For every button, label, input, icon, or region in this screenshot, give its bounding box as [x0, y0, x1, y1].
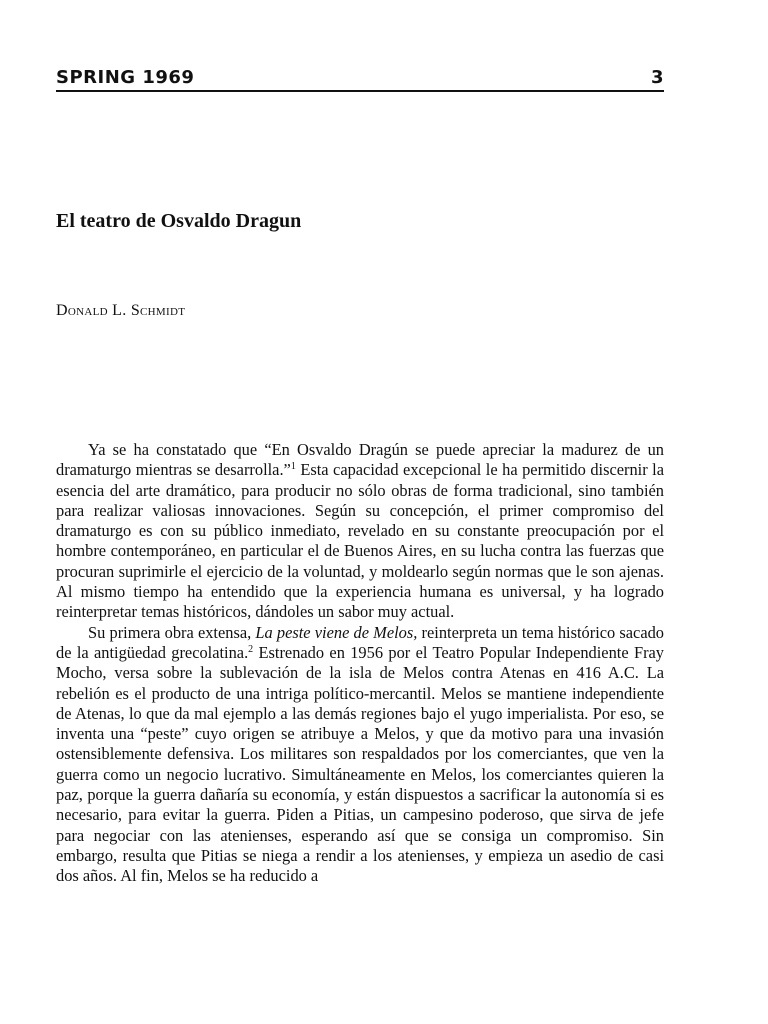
article-title: El teatro de Osvaldo Dragun	[56, 210, 302, 232]
article-body	[56, 440, 664, 887]
footnote-ref-2: 2	[248, 643, 254, 655]
paragraph-2-text-a: Su primera obra extensa,	[88, 622, 256, 642]
paragraph-1	[56, 440, 664, 623]
paragraph-1-text-b: Esta capacidad excepcional le ha permitido discernir la esencia del arte dramático, para producir no sólo obras de forma tradicional, sino también para realizar valiosas innovaciones. Según su concepción, el primer compromiso del dramaturgo es con su público inmediato, revelado en su constante preocupación por el hombre contemporáneo, en particular el de Buenos Aires, en su lucha contra las fuerzas que procuran suprimirle el ejercicio de la voluntad, y moldearlo según normas que le son ajenas. Al mismo tiempo ha entendido que la experiencia humana es universal, y ha logrado reinterpretar temas históricos, dándoles un sabor muy actual.	[56, 460, 664, 622]
paragraph-2-text-b: reinterpreta un tema histórico sacado de la antigüedad grecolatina.	[56, 622, 665, 662]
running-header	[56, 62, 664, 92]
work-title: La peste viene de Melos,	[255, 622, 418, 642]
article-author: Donald L. Schmidt	[56, 302, 186, 319]
footnote-ref-1: 1	[290, 461, 296, 473]
paragraph-1-text-a: Ya se ha constatado que “En Osvaldo Dragún se puede apreciar la madurez de un dramaturgo mientras se desarrolla.”	[56, 440, 664, 480]
paragraph-2-text-c: Estrenado en 1956 por el Teatro Popular Independiente Fray Mocho, versa sobre la sublevación de la isla de Melos contra Atenas en 416 A.C. La rebelión es el producto de una intriga político-mercantil. Melos se mantiene independiente de Atenas, lo que da mal ejemplo a las demás regiones bajo el yugo imperialista. Por eso, se inventa una “peste” cuyo origen se atribuye a Melos, y que da motivo para una invasión ostensiblemente defensiva. Los militares son respaldados por los comerciantes, que ven la guerra como un negocio lucrativo. Simultáneamente en Melos, los comerciantes quieren la paz, porque la guerra dañaría su economía, y están dispuestos a sacrificar la autonomía si es necesario, para evitar la guerra. Piden a Pitias, un campesino poderoso, que sirva de jefe para negociar con las atenienses, esperando así que se consiga un compromiso. Sin embargo, resulta que Pitias se niega a rendir a los atenienses, y empieza un asedio de casi dos años. Al fin, Melos se ha reducido a	[56, 642, 665, 886]
running-title: SPRING 1969	[56, 67, 195, 88]
page-number: 3	[650, 67, 664, 88]
paragraph-2	[56, 623, 664, 887]
